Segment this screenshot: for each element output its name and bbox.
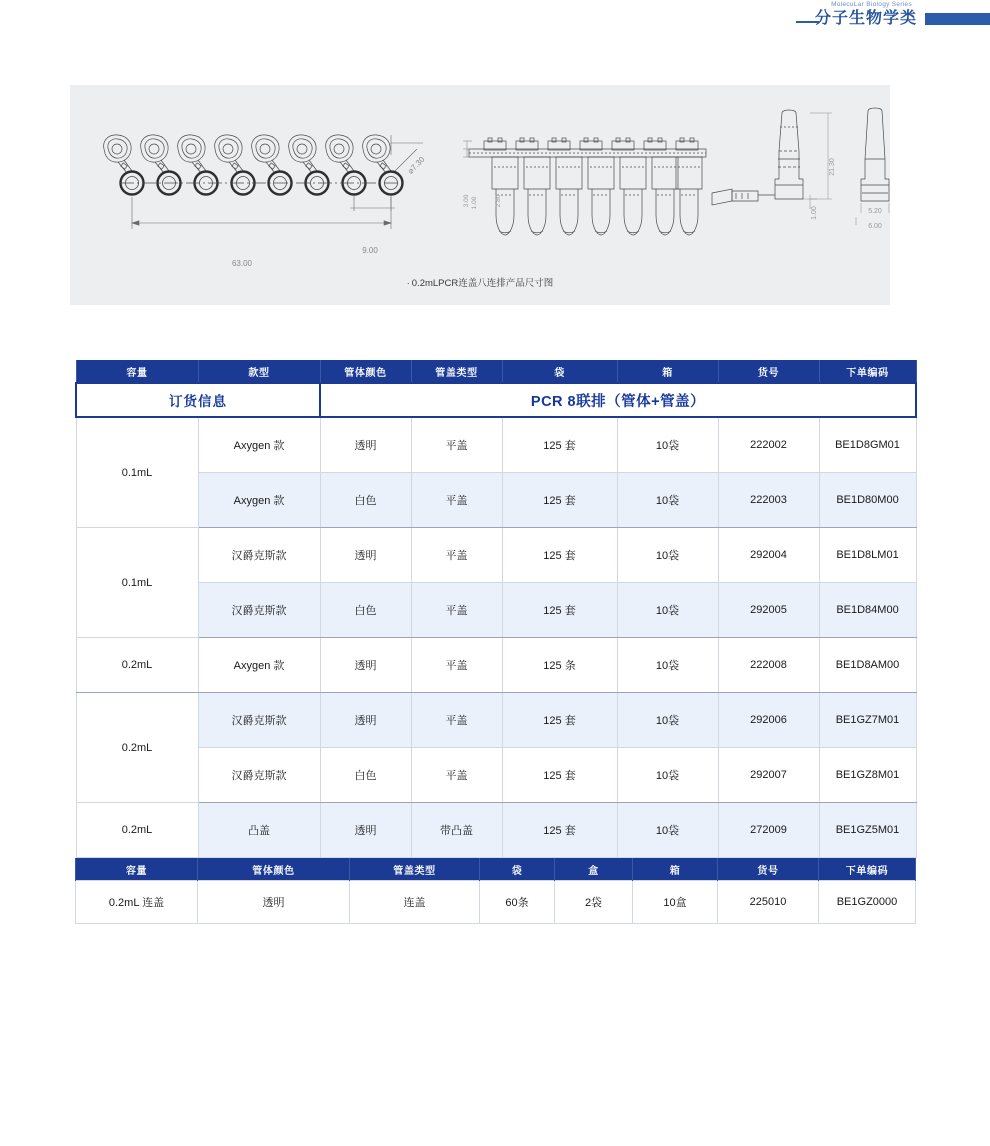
cell-tube-color: 透明 [320,638,411,693]
cell-bag: 125 套 [502,473,617,528]
page-header [0,0,990,34]
cell-cap-type: 平盖 [411,748,502,803]
cell-item-no: 292006 [718,693,819,748]
dimension-drawing [70,85,890,305]
dim-cap-diameter: ⌀7.30 [405,154,427,176]
cell-volume: 0.2mL 连盖 [76,881,198,924]
col-item-no: 货号 [718,360,819,383]
caption-bullet: · [406,278,410,288]
cell-bag: 125 条 [502,638,617,693]
cell-item-no: 222002 [718,417,819,473]
page-title: 分子生物学类 [814,10,917,27]
cell-volume: 0.1mL [76,417,198,528]
col-volume: 容量 [76,858,198,881]
cell-order-code: BE1GZ0000 [819,881,916,924]
cell-item-no: 225010 [718,881,819,924]
cell-item-no: 222008 [718,638,819,693]
cell-cap-type: 连盖 [350,881,480,924]
cell-bag: 125 套 [502,583,617,638]
dim-thickness-d: 1.00 [811,206,818,220]
col-cap-type: 管盖类型 [350,858,480,881]
dim-strip-length: 63.00 [231,259,253,268]
cell-bag: 60条 [480,881,555,924]
order-info-title: 订货信息 [76,383,320,417]
cell-carton: 10袋 [617,638,718,693]
cell-carton: 10盒 [633,881,718,924]
cell-tube-color: 白色 [320,748,411,803]
cell-item-no: 292005 [718,583,819,638]
cell-bag: 125 套 [502,528,617,583]
col-model: 款型 [198,360,320,383]
cell-box: 2袋 [555,881,633,924]
col-item-no: 货号 [718,858,819,881]
cell-bag: 125 套 [502,803,617,858]
cell-tube-color: 透明 [320,803,411,858]
cell-cap-type: 平盖 [411,638,502,693]
cell-order-code: BE1D8AM00 [819,638,916,693]
col-cap-type: 管盖类型 [411,360,502,383]
order-table-head [76,360,916,383]
cell-volume: 0.1mL [76,528,198,638]
cell-model: Axygen 款 [198,473,320,528]
cell-model: 汉爵克斯款 [198,748,320,803]
col-order-code: 下单编码 [819,360,916,383]
cell-cap-type: 平盖 [411,528,502,583]
table-row [76,693,916,748]
cell-order-code: BE1D80M00 [819,473,916,528]
cell-bag: 125 套 [502,693,617,748]
tables-container [75,360,915,924]
table-title-row [76,383,916,417]
dim-base-width: 6.00 [868,223,882,230]
dim-thickness-c: 2.80 [495,194,502,208]
cell-carton: 10袋 [617,803,718,858]
dim-thickness-a: 3.00 [463,194,470,208]
col-bag: 袋 [480,858,555,881]
cell-bag: 125 套 [502,748,617,803]
col-order-code: 下单编码 [819,858,916,881]
dim-pitch: 9.00 [362,246,378,255]
cell-order-code: BE1GZ8M01 [819,748,916,803]
order-info-table [75,360,917,858]
col-bag: 袋 [502,360,617,383]
cell-item-no: 222003 [718,473,819,528]
col-carton: 箱 [633,858,718,881]
cell-item-no: 292007 [718,748,819,803]
column-header-row [76,360,916,383]
cell-order-code: BE1GZ5M01 [819,803,916,858]
cell-tube-color: 透明 [198,881,350,924]
cell-order-code: BE1D8LM01 [819,528,916,583]
cell-cap-type: 平盖 [411,583,502,638]
cell-carton: 10袋 [617,473,718,528]
table-row [76,748,916,803]
cell-volume: 0.2mL [76,693,198,803]
col-tube-color: 管体颜色 [198,858,350,881]
cell-tube-color: 白色 [320,583,411,638]
cell-model: 汉爵克斯款 [198,583,320,638]
col-carton: 箱 [617,360,718,383]
cell-carton: 10袋 [617,583,718,638]
col-volume: 容量 [76,360,198,383]
figure-caption [70,275,890,289]
column-header-row [76,858,916,881]
cell-tube-color: 白色 [320,473,411,528]
series-label: MolecuLar Biology Series [831,1,912,8]
linked-cap-table [75,858,916,924]
col-box: 盒 [555,858,633,881]
cell-cap-type: 平盖 [411,473,502,528]
table-row [76,583,916,638]
table-row [76,528,916,583]
cell-carton: 10袋 [617,417,718,473]
cell-model: Axygen 款 [198,417,320,473]
caption-text: 0.2mLPCR连盖八连排产品尺寸图 [411,278,554,289]
product-title: PCR 8联排（管体+管盖） [320,383,916,417]
table-row [76,803,916,858]
cell-cap-type: 平盖 [411,693,502,748]
cell-order-code: BE1D8GM01 [819,417,916,473]
linked-cap-table-head [76,858,916,881]
dim-thickness-b: 1.00 [471,196,478,210]
cell-carton: 10袋 [617,693,718,748]
table-row [76,638,916,693]
cell-model: 凸盖 [198,803,320,858]
table-row [76,417,916,473]
cell-carton: 10袋 [617,748,718,803]
cell-carton: 10袋 [617,528,718,583]
linked-cap-table-body [76,881,916,924]
cell-model: 汉爵克斯款 [198,528,320,583]
cell-model: Axygen 款 [198,638,320,693]
cell-order-code: BE1D84M00 [819,583,916,638]
cell-item-no: 292004 [718,528,819,583]
cell-model: 汉爵克斯款 [198,693,320,748]
cell-tube-color: 透明 [320,693,411,748]
cell-order-code: BE1GZ7M01 [819,693,916,748]
cell-cap-type: 平盖 [411,417,502,473]
cell-volume: 0.2mL [76,803,198,858]
product-dimension-figure [70,85,890,305]
header-accent-bar [925,13,990,25]
table-row [76,473,916,528]
order-table-body [76,417,916,858]
dim-tube-height: 21.30 [829,158,836,176]
cell-tube-color: 透明 [320,528,411,583]
cell-item-no: 272009 [718,803,819,858]
cell-cap-type: 带凸盖 [411,803,502,858]
cell-tube-color: 透明 [320,417,411,473]
dim-flange-width: 5.20 [868,208,882,215]
col-tube-color: 管体颜色 [320,360,411,383]
table-row [76,881,916,924]
cell-bag: 125 套 [502,417,617,473]
cell-volume: 0.2mL [76,638,198,693]
